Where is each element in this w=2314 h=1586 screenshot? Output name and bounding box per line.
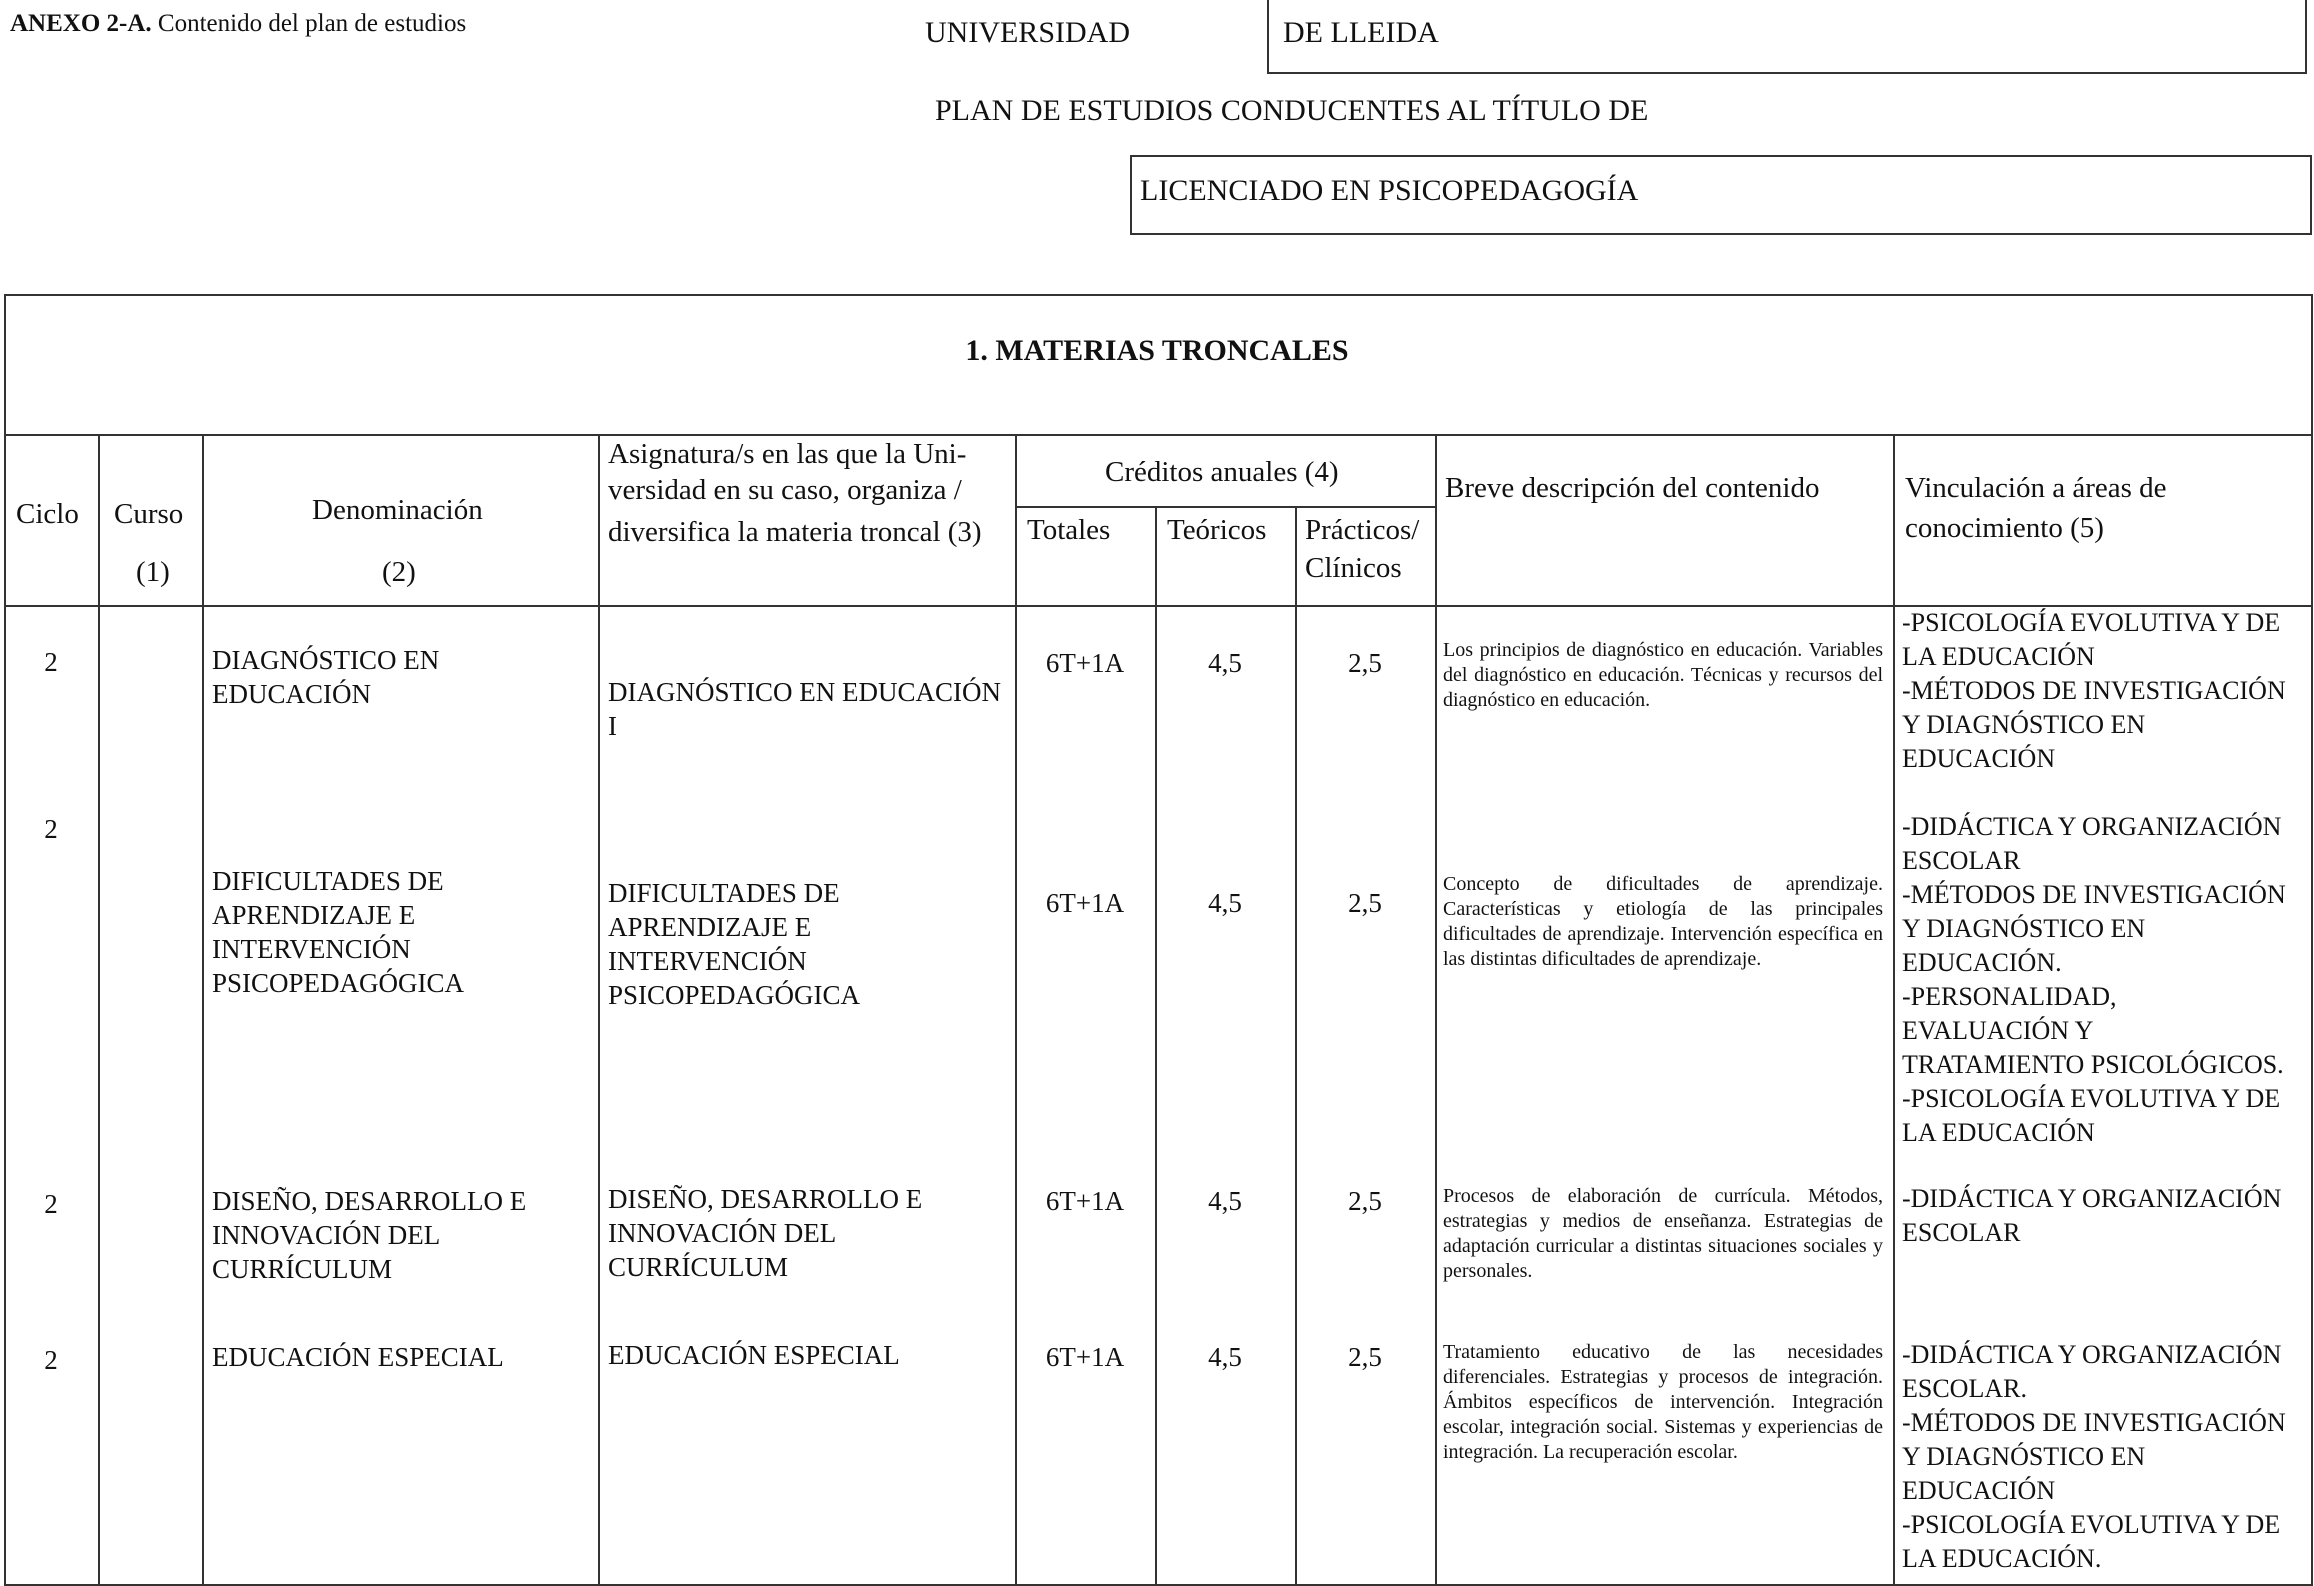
row-denominacion: DIAGNÓSTICO EN EDUCACIÓN xyxy=(212,645,440,709)
header-top-rule xyxy=(4,434,2313,436)
header-curso-note: (1) xyxy=(136,556,170,588)
row-totales: 6T+1A xyxy=(1045,1186,1125,1216)
row-descripcion: Concepto de dificultades de aprendizaje. Características y etiología de las principales dificultades de aprendizaje. Intervención específica en las distintas dificultades de aprendizaje. xyxy=(1443,873,1883,970)
header-practicos-1: Prácticos/ xyxy=(1305,514,1420,546)
row-descripcion: Tratamiento educativo de las necesidades diferenciales. Estrategias y procesos de integración. Ámbitos específicos de intervención. Integración escolar, integración social. Sistemas y experiencias de integración. La recuperación escolar. xyxy=(1443,1341,1883,1463)
header-descripcion: Breve descripción del contenido xyxy=(1445,472,1820,504)
row-asignatura: DISEÑO, DESARROLLO E INNOVACIÓN DEL CURRÍCULUM xyxy=(608,1184,923,1282)
col-divider xyxy=(1893,434,1895,1586)
degree-title: LICENCIADO EN PSICOPEDAGOGÍA xyxy=(1140,174,1639,207)
header-totales: Totales xyxy=(1027,514,1111,546)
col-divider xyxy=(98,434,100,1586)
row-areas: -DIDÁCTICA Y ORGANIZACIÓN ESCOLAR xyxy=(1902,1184,2282,1247)
annex-text: Contenido del plan de estudios xyxy=(151,10,467,37)
row-practicos: 2,5 xyxy=(1348,1186,1382,1216)
row-areas: -DIDÁCTICA Y ORGANIZACIÓN ESCOLAR. -MÉTODOS DE INVESTIGACIÓN Y DIAGNÓSTICO EN EDUCACIÓN -PSICOLOGÍA EVOLUTIVA Y DE LA EDUCACIÓN. xyxy=(1902,1340,2286,1573)
col-divider xyxy=(598,434,600,1586)
header-asignatura-1: Asignatura/s en las que la Uni- xyxy=(608,438,967,470)
row-teoricos: 4,5 xyxy=(1208,1342,1242,1372)
row-practicos: 2,5 xyxy=(1348,1342,1382,1372)
annex-label: ANEXO 2-A. xyxy=(10,10,152,37)
row-ciclo: 2 xyxy=(44,1345,58,1375)
row-denominacion: EDUCACIÓN ESPECIAL xyxy=(212,1342,504,1372)
row-practicos: 2,5 xyxy=(1348,648,1382,678)
row-descripcion: Procesos de elaboración de currícula. Métodos, estrategias y medios de enseñanza. Estrategias de adaptación curricular a distintas situaciones sociales y personales. xyxy=(1443,1185,1883,1282)
header-curso: Curso xyxy=(114,498,184,530)
section-title: 1. MATERIAS TRONCALES xyxy=(965,334,1349,367)
row-practicos: 2,5 xyxy=(1348,888,1382,918)
credits-subrule xyxy=(1015,506,1435,508)
university-label: UNIVERSIDAD xyxy=(925,16,1130,49)
row-denominacion: DISEÑO, DESARROLLO E INNOVACIÓN DEL CURRÍCULUM xyxy=(212,1186,527,1284)
row-descripcion: Los principios de diagnóstico en educación. Variables del diagnóstico en educación. Técnicas y recursos del diagnóstico en educación. xyxy=(1443,639,1883,711)
col-divider xyxy=(202,434,204,1586)
col-divider xyxy=(1015,434,1017,1586)
header-denominacion: Denominación xyxy=(312,494,483,526)
header-denominacion-note: (2) xyxy=(382,556,416,588)
row-totales: 6T+1A xyxy=(1045,648,1125,678)
header-vinculacion-2: conocimiento (5) xyxy=(1905,512,2104,544)
header-creditos: Créditos anuales (4) xyxy=(1105,456,1339,488)
header-asignatura-2: versidad en su caso, organiza / xyxy=(608,474,962,506)
row-asignatura: DIAGNÓSTICO EN EDUCACIÓN I xyxy=(608,677,1001,741)
row-teoricos: 4,5 xyxy=(1208,1186,1242,1216)
header-asignatura-3: diversifica la materia troncal (3) xyxy=(608,516,982,548)
header-ciclo: Ciclo xyxy=(16,498,79,530)
col-divider xyxy=(1435,434,1437,1586)
row-ciclo: 2 xyxy=(44,814,58,844)
row-totales: 6T+1A xyxy=(1045,1342,1125,1372)
header-vinculacion-1: Vinculación a áreas de xyxy=(1905,472,2167,504)
row-areas: -PSICOLOGÍA EVOLUTIVA Y DE LA EDUCACIÓN -MÉTODOS DE INVESTIGACIÓN Y DIAGNÓSTICO EN EDUCACIÓN xyxy=(1902,608,2286,773)
university-name: DE LLEIDA xyxy=(1283,16,1439,49)
row-teoricos: 4,5 xyxy=(1208,888,1242,918)
row-asignatura: EDUCACIÓN ESPECIAL xyxy=(608,1340,900,1370)
row-teoricos: 4,5 xyxy=(1208,648,1242,678)
header-teoricos: Teóricos xyxy=(1167,514,1267,546)
row-denominacion: DIFICULTADES DE APRENDIZAJE E INTERVENCIÓN PSICOPEDAGÓGICA xyxy=(212,866,465,998)
row-areas: -DIDÁCTICA Y ORGANIZACIÓN ESCOLAR -MÉTODOS DE INVESTIGACIÓN Y DIAGNÓSTICO EN EDUCACIÓN. -PERSONALIDAD, EVALUACIÓN Y TRATAMIENTO PSICOLÓGICOS. -PSICOLOGÍA EVOLUTIVA Y DE LA EDUCACIÓN xyxy=(1902,812,2286,1147)
row-ciclo: 2 xyxy=(44,647,58,677)
annex-title xyxy=(10,10,466,38)
row-totales: 6T+1A xyxy=(1045,888,1125,918)
plan-line: PLAN DE ESTUDIOS CONDUCENTES AL TÍTULO DE xyxy=(935,94,1649,127)
header-practicos-2: Clínicos xyxy=(1305,552,1402,584)
row-asignatura: DIFICULTADES DE APRENDIZAJE E INTERVENCIÓN PSICOPEDAGÓGICA xyxy=(608,878,861,1010)
row-ciclo: 2 xyxy=(44,1189,58,1219)
